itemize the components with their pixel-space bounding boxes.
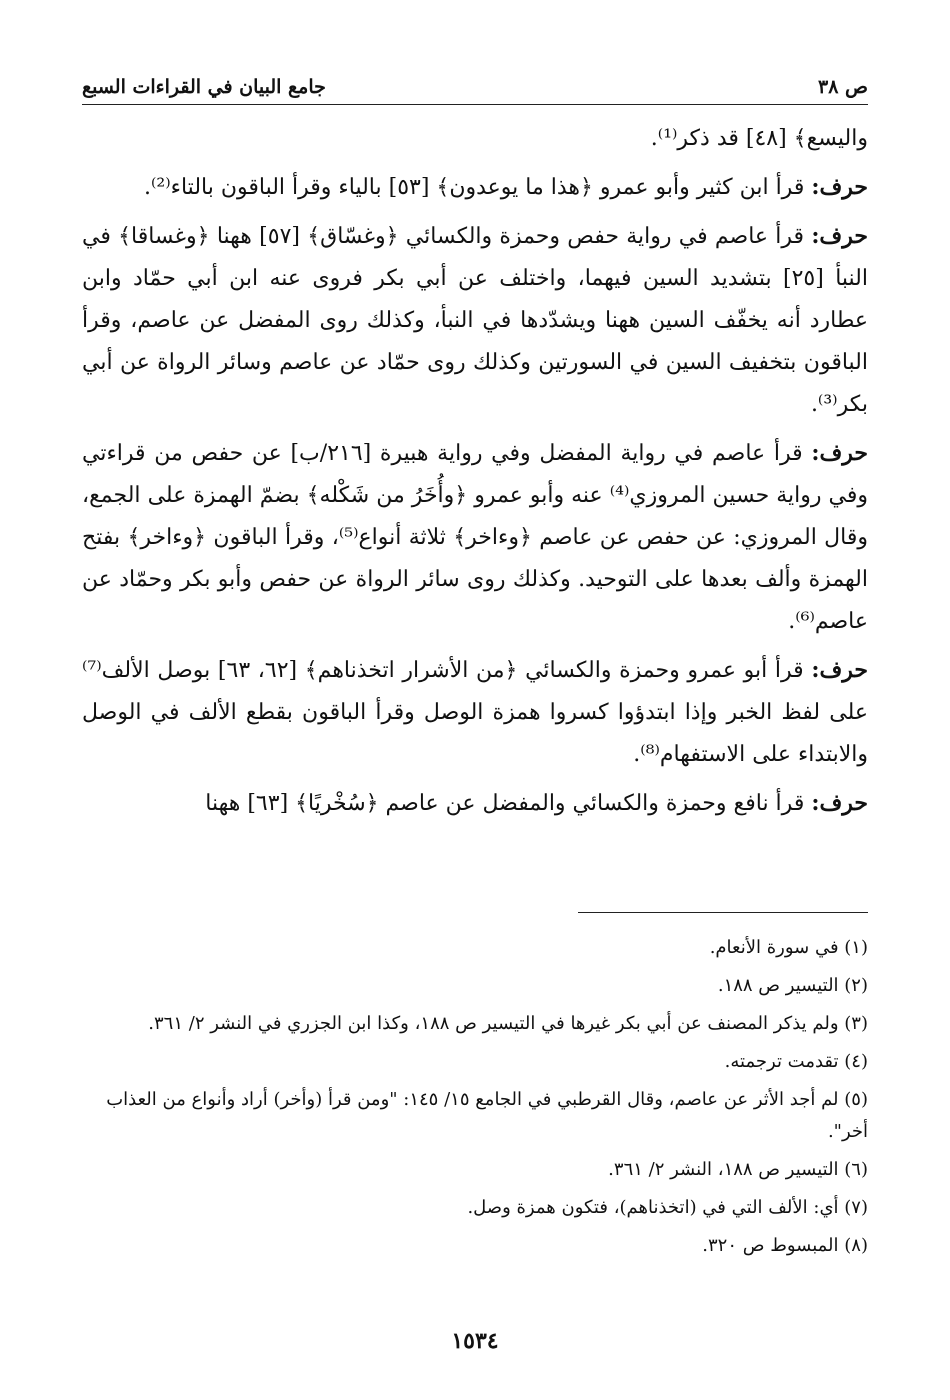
harf-label: حرف: <box>811 223 868 249</box>
paragraph-text: قرأ أبو عمرو وحمزة والكسائي ﴿من الأشرار اتخذناهم﴾ [٦٢، ٦٣] بوصل الألف⁽⁷⁾ على لفظ الخبر وإذا ابتدؤوا كسروا همزة الوصل وقرأ الباقون بقطع الألف في الوصل والابتداء على الاستفهام⁽⁸⁾. <box>82 658 868 767</box>
paragraph <box>82 649 868 776</box>
paragraph-text: قرأ نافع وحمزة والكسائي والمفضل عن عاصم ﴿سُخْريًا﴾ [٦٣] ههنا <box>205 791 812 816</box>
paragraph-text: قرأ عاصم في رواية المفضل وفي رواية هبيرة [٢١٦/ب] عن حفص من قراءتي وفي رواية حسين المروزي⁽⁴⁾ عنه وأبو عمرو ﴿وأُخَرُ من شَكْله﴾ بضمّ الهمزة على الجمع، وقال المروزي: عن حفص عن عاصم ﴿وءاخر﴾ ثلاثة أنواع⁽⁵⁾، وقرأ الباقون ﴿وءاخر﴾ بفتح الهمزة وألف بعدها على التوحيد. وكذلك روى سائر الرواة عن حفص وأبو بكر وحمّاد عن عاصم⁽⁶⁾. <box>82 441 869 634</box>
running-header <box>82 70 868 105</box>
paragraph <box>82 166 868 209</box>
page-label: ص ٣٨ <box>817 76 868 98</box>
footnote: (٥) لم أجد الأثر عن عاصم، وقال القرطبي في الجامع ١٥/ ١٤٥: "ومن قرأ (وأخر) أراد وأنواع من العذاب أخر". <box>106 1089 868 1142</box>
footnote: (٨) المبسوط ص ٣٢٠. <box>702 1235 868 1256</box>
paragraph <box>82 432 868 643</box>
footnote: (٧) أي: الألف التي في (اتخذناهم)، فتكون همزة وصل. <box>467 1197 868 1218</box>
harf-label: حرف: <box>811 790 868 816</box>
footnote: (١) في سورة الأنعام. <box>709 937 868 958</box>
paragraph <box>82 782 868 825</box>
footnote-separator <box>578 912 868 913</box>
harf-label: حرف: <box>811 440 868 466</box>
footnote: (٣) ولم يذكر المصنف عن أبي بكر غيرها في التيسير ص ١٨٨، وكذا ابن الجزري في النشر ٢/ ٣٦١. <box>148 1013 868 1034</box>
paragraph-text: واليسع﴾ [٤٨] قد ذكر⁽¹⁾. <box>650 126 868 151</box>
paragraph-text: قرأ عاصم في رواية حفص وحمزة والكسائي ﴿وغسّاق﴾ [٥٧] ههنا ﴿وغساقا﴾ في النبأ [٢٥] بتشديد السين فيهما، واختلف عن أبي بكر فروى عنه ابن أبي حمّاد وابن عطارد أنه يخفّف السين ههنا ويشدّدها في النبأ، وكذلك روى المفضل عن عاصم، وقرأ الباقون بتخفيف السين في السورتين وكذلك روى حمّاد عن عاصم وسائر الرواة عن أبي بكر⁽³⁾. <box>82 224 868 417</box>
footnote: (٢) التيسير ص ١٨٨. <box>717 975 868 996</box>
footnotes <box>82 932 868 1268</box>
paragraph <box>82 215 868 426</box>
harf-label: حرف: <box>811 174 868 200</box>
footnote: (٦) التيسير ص ١٨٨، النشر ٢/ ٣٦١. <box>608 1159 868 1180</box>
harf-label: حرف: <box>811 657 868 683</box>
page-number: ١٥٣٤ <box>451 1328 499 1354</box>
book-title: جامع البيان في القراءات السبع <box>82 76 326 98</box>
footnote: (٤) تقدمت ترجمته. <box>724 1051 868 1072</box>
main-text <box>82 118 868 831</box>
paragraph <box>82 118 868 160</box>
paragraph-text: قرأ ابن كثير وأبو عمرو ﴿هذا ما يوعدون﴾ [٥٣] بالياء وقرأ الباقون بالتاء⁽²⁾. <box>144 175 812 200</box>
